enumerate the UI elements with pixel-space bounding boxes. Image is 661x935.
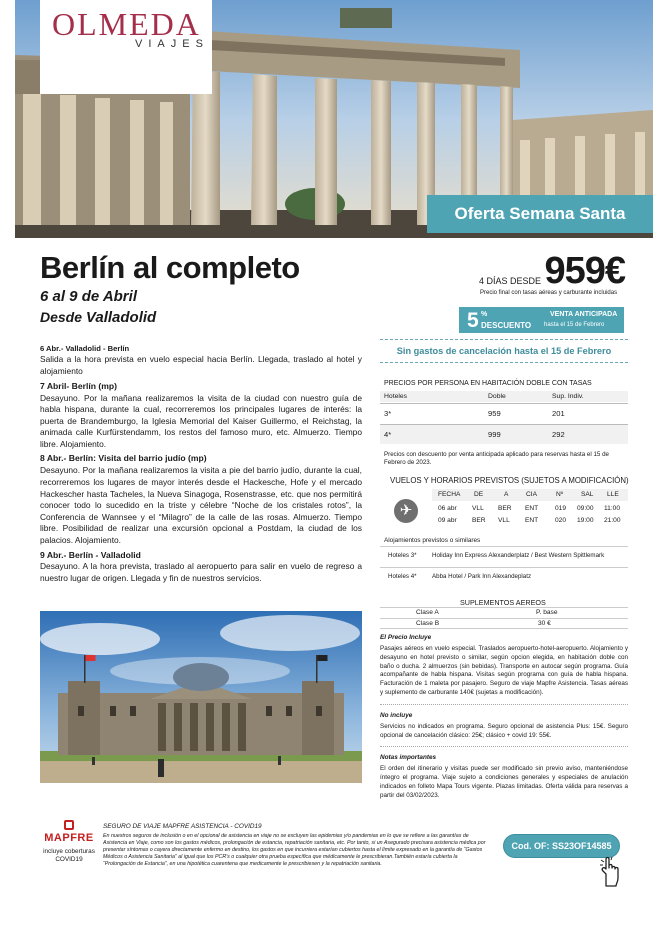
insurance-info [103,823,489,868]
table-row [432,503,628,515]
table-header [380,391,628,402]
header-cell: A [504,491,509,498]
prices-title: PRECIOS POR PERSONA EN HABITACIÓN DOBLE CON TASAS [384,380,592,387]
table-header [432,489,628,501]
logo-name: OLMEDA [52,6,201,42]
discount-percent: % [481,311,488,318]
airplane-icon: ✈ [394,499,418,523]
hotel-category: Hoteles 3* [388,552,417,559]
table-cell: 3* [384,409,392,418]
table-cell: 21:00 [604,517,621,524]
price-days: 4 DÍAS DESDE [478,276,541,286]
day-title: 7 Abril- Berlín (mp) [40,380,118,391]
hotel-names: Holiday Inn Express Alexanderplatz / Best Western Spittlemark [432,552,605,559]
table-cell: 09:00 [577,505,594,512]
conditions [380,634,628,801]
table-cell: BER [498,505,512,512]
table-row [380,403,628,423]
supplement-price: 30 € [538,620,551,627]
table-cell: 4* [384,430,392,439]
supplement-price: P. base [536,609,558,616]
header-cell: CIA [526,491,537,498]
notes-title: Notas importantes [380,754,437,762]
table-cell: 020 [555,517,567,524]
header-cell: LLE [607,491,619,498]
mapfre-icon [64,820,74,830]
logo-sub: VIAJES [135,38,209,50]
day-text: Desayuno. A la hora prevista, traslado al aeropuerto para salir en vuelo de regreso a nuestro lugar de origen. Llegada y fin de nuestros servicios. [40,561,362,583]
not-included-title: No incluye [380,711,413,719]
day-title: 8 Abr.- Berlín: Visita del barrio judío (mp) [40,453,207,464]
cancellation-banner: Sin gastos de cancelación hasta el 15 de Febrero [380,339,628,363]
header-cell: SAL [581,491,594,498]
supplement-row [380,618,628,629]
notes-text: El orden del itinerario y visitas puede ser modificado sin previo aviso, manteniéndose íntegro el programa. Viaje sujeto a condiciones generales y especiales de anulación indicados en folleto Mapa Tours vigente. Plazas limitadas. Oferta válida para reservas a partir del 03/02/2023. [380,765,628,799]
table-cell: 19:00 [577,517,594,524]
table-cell: 11:00 [604,505,621,512]
header-cell: DE [474,491,484,498]
divider [380,746,628,747]
table-cell: 959 [488,409,501,418]
discount-badge [459,307,624,333]
reichstag-illustration [40,611,362,783]
included-title: El Precio Incluye [380,634,432,641]
table-row [432,515,628,527]
mapfre-logo [40,820,98,863]
header-cell: Hoteles [384,393,408,400]
discount-word: DESCUENTO [481,321,532,330]
header-cell: FECHA [438,491,461,498]
header-cell: Nº [556,491,564,498]
supplement-row [380,607,628,618]
origin-city: Valladolid [85,309,157,326]
table-cell: 019 [555,505,567,512]
discount-label: VENTA ANTICIPADA [550,311,618,318]
divider [380,704,628,705]
day-title: 6 Abr.- Valladolid - Berlín [40,344,130,353]
not-included-text: Servicios no indicados en programa. Seguro opcional de asistencia Plus: 15€. Seguro opcional de cancelación clásico: 25€; clásico + covid 19: 55€. [380,722,628,739]
trip-dates: 6 al 9 de Abril [40,288,137,305]
logo [40,0,212,94]
hotels-title: Alojamientos previstos o similares [384,537,481,544]
mapfre-name: MAPFRE [44,832,94,844]
prices-note: Precios con descuento por venta anticipada aplicado para reservas hasta el 15 de Febrero de 2023. [384,451,609,467]
table-cell: VLL [472,505,484,512]
table-row [380,424,628,444]
table-cell: ENT [525,505,539,512]
mapfre-coverage: incluye coberturas COVID19 [43,848,95,863]
table-cell: 201 [552,409,565,418]
price-block [470,250,625,290]
supplements-title: SUPLEMENTOS AEREOS [460,598,546,607]
flights-title: VUELOS Y HORARIOS PREVISTOS (SUJETOS A MODIFICACIÓN) [390,476,629,485]
table-cell: 06 abr [438,505,457,512]
hotel-row [380,546,628,566]
included-text: Pasajes aéreos en vuelo especial. Traslados aeropuerto-hotel-aeropuerto. Alojamiento y desayuno en hotel previsto o similar, según opcion elegida, en habitación doble con baño o ducha. 2 almuerzos (sin bebidas). Transporte en autocar según programa. Guía acompañante de habla hispana. Visitas según programa con guía de habla hispana. Facturación de 1 maleta por pasajero. Seguro de viaje Mapfre Asistencia. Tasas aéreas y suplemento de carburante 140€ (sujetas a modificación). [380,644,628,697]
insurance-text: En nuestros seguros de inclusión o en el opcional de asistencia en viaje no se excluyen las epidemias y/o pandemias en lo que se refiere a las garantías de Asistencia en Viaje, como son los gastos médicos, prolongación de estancia, repatriación sanitaria, etc. Por tanto, si un Asegurado precisara asistencia médica por presentar síntomas o cayera directamente enfermo en destino, los gastos en que incurriera estarían cubiertos hasta el límite expresado en la garantía de “Gastos Médicos o Asistencia Sanitaria” al igual que los PCR's o cualquier otra prueba específica que médicamente le prescribieran.También estaría cubierta la “Prolongación de Estancia”, en una hipotética cuarentena que medicamente le prescribiesen y la repatriación sanitaria. [103,832,486,868]
trip-origin [40,309,156,326]
header-cell: Sup. Indiv. [552,393,584,400]
insurance-title: SEGURO DE VIAJE MAPFRE ASISTENCIA - COVID19 [103,823,262,830]
header-cell: Doble [488,393,506,400]
discount-until: hasta el 15 de Febrero [544,322,605,328]
day-text: Desayuno. Por la mañana realizaremos la visita de la ciudad con nuestro guía de habla hispana, durante la cual, recorreremos los principales lugares de interés: la puerta de Brandemburgo, la Iglesia Memorial del Kaiser Guillermo, el Reichstag, la animada calle Kurfürstendamm, los restos del famoso muro, etc. Almuerzo. Tiempo libre. Alojamiento. [40,392,362,449]
day-text: Salida a la hora prevista en vuelo especial hacia Berlín. Llegada, traslado al hotel y alojamiento [40,354,362,377]
day-text: Desayuno. Por la mañana realizaremos la visita a pie del barrio judío, durante la cual, recorreremos los lugares de mayor interés desde el Hackesche, Hofe y el mercado Hackescher hasta Tacheles, la Nueva Sinagoga, Rosenstrasse, etc. que nos permitirá conocer todo lo sucedido en la triste y célebre “Noche de los cristales rotos”, la Conferencia de Wannsee y el “Milagro” de la calle de las rosas. Almuerzo. Tiempo libre. Posibilidad de realizar una excursión opcional a Postdam, la ciudad de los palacios. Alojamiento. [40,465,362,545]
page-title: Berlín al completo [40,250,300,285]
reichstag-photo [40,611,362,783]
hotel-row [380,567,628,587]
discount-number: 5 [467,309,479,332]
table-cell: 292 [552,430,565,439]
table-cell: BER [472,517,486,524]
hotel-names: Abba Hotel / Park Inn Alexandeplatz [432,573,532,580]
supplement-class: Clase B [416,620,440,627]
itinerary [40,344,362,585]
pointer-hand-icon [597,856,625,888]
table-cell: ENT [525,517,539,524]
table-cell: 09 abr [438,517,457,524]
origin-prefix: Desde [40,309,83,325]
hotel-category: Hoteles 4* [388,573,417,580]
offer-code-button[interactable]: Cod. OF: SS23OF14585 [503,834,620,858]
flights-table [380,486,628,528]
price-note: Precio final con tasas aéreas y carburante incluidas [480,290,618,296]
supplement-class: Clase A [416,609,439,616]
price-amount: 959€ [544,250,625,292]
table-cell: VLL [498,517,510,524]
offer-banner: Oferta Semana Santa [427,195,653,233]
table-cell: 999 [488,430,501,439]
day-title: 9 Abr.- Berlín - Valladolid [40,549,141,560]
